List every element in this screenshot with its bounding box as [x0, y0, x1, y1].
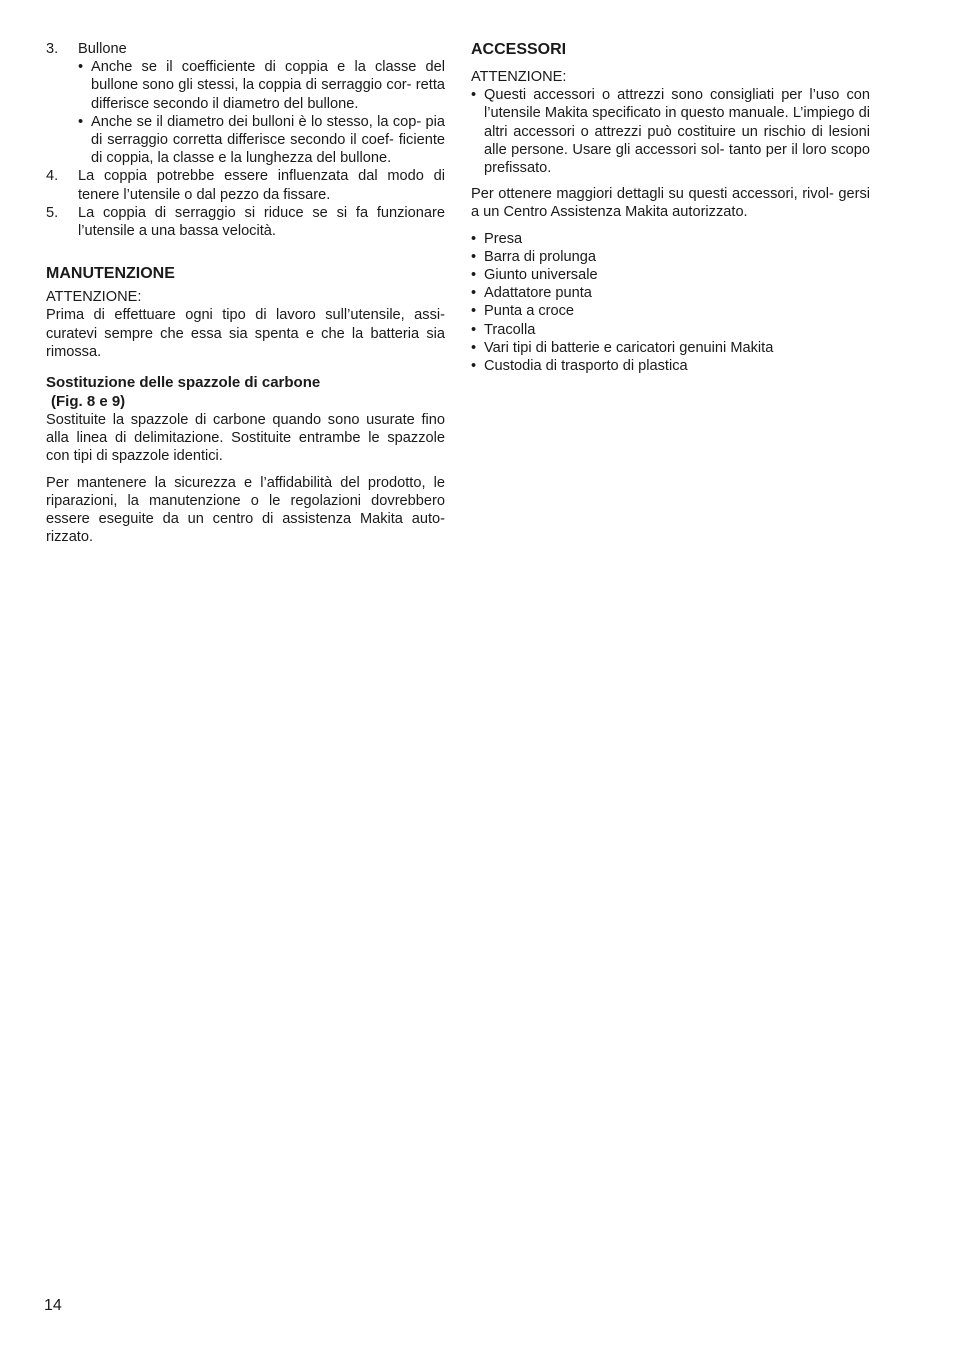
list-item — [471, 230, 870, 248]
accessory-name: Custodia di trasporto di plastica — [484, 358, 688, 375]
caution-label: ATTENZIONE: — [46, 289, 142, 306]
list-number: 4. — [46, 168, 59, 185]
list-number: 5. — [46, 204, 59, 221]
bullet-icon: • — [471, 358, 477, 375]
list-item-title: Bullone — [78, 41, 127, 57]
left-column — [46, 40, 445, 546]
bullet-icon: • — [471, 303, 477, 320]
list-item — [471, 284, 870, 302]
brush-heading: Sostituzione delle spazzole di carbone — [46, 374, 321, 392]
caution-text: Prima di effettuare ogni tipo di lavoro sull’utensile, assi- curatevi sempre che essa sia spenta e che la batteria sia rimossa. — [46, 307, 445, 360]
accessory-name: Adattatore punta — [484, 285, 592, 302]
list-item-4 — [46, 167, 445, 203]
bullet-item — [78, 58, 445, 113]
list-item — [471, 357, 870, 375]
page-number: 14 — [44, 1297, 62, 1314]
accessory-name: Punta a croce — [484, 303, 575, 320]
bullet-text: Anche se il coefficiente di coppia e la classe del bullone sono gli stessi, la coppia di serraggio cor- retta differisce secondo il diametro del bullone. — [91, 59, 445, 112]
list-item — [471, 248, 870, 266]
bullet-icon: • — [471, 321, 477, 338]
accessory-name: Presa — [484, 230, 523, 247]
accessory-name: Tracolla — [484, 321, 536, 338]
bullet-icon: • — [471, 248, 477, 265]
safety-text: Per mantenere la sicurezza e l’affidabilità del prodotto, le riparazioni, la manutenzione o le regolazioni dovrebbero essere eseguite da un centro di assistenza Makita auto- rizzato. — [46, 474, 445, 546]
bullet-icon: • — [471, 230, 477, 247]
brush-figure-ref: (Fig. 8 e 9) — [51, 393, 126, 411]
bullet-icon: • — [471, 267, 477, 284]
bullet-icon: • — [471, 339, 477, 356]
bullet-icon: • — [471, 87, 477, 104]
list-item-text: La coppia di serraggio si riduce se si fa funzionare l’utensile a una bassa velocità. — [78, 204, 445, 240]
right-column — [471, 40, 870, 375]
list-item — [471, 302, 870, 320]
bullet-icon: • — [471, 285, 477, 302]
info-text: Per ottenere maggiori dettagli su questi accessori, rivol- gersi a un Centro Assistenza Makita autorizzato. — [471, 186, 870, 221]
bullet-item — [471, 86, 870, 177]
list-item — [471, 321, 870, 339]
accessory-name: Giunto universale — [484, 267, 598, 284]
accessories-heading: ACCESSORI — [471, 41, 567, 58]
bullet-icon: • — [78, 59, 84, 76]
list-item-5 — [46, 204, 445, 240]
brush-text: Sostituite la spazzole di carbone quando sono usurate fino alla linea di delimitazione. Sostituite entrambe le spazzole con tipi di spazzole identici. — [46, 412, 445, 465]
bullet-icon: • — [78, 113, 84, 130]
list-item — [471, 266, 870, 284]
bullet-text: Anche se il diametro dei bulloni è lo stesso, la cop- pia di serraggio corretta differisce secondo il coef- ficiente di coppia, la classe e la lunghezza del bullone. — [91, 113, 445, 167]
accessory-name: Barra di prolunga — [484, 248, 596, 265]
accessory-name: Vari tipi di batterie e caricatori genuini Makita — [484, 339, 774, 356]
caution-label: ATTENZIONE: — [471, 69, 567, 85]
bullet-item — [78, 113, 445, 168]
accessories-list — [471, 230, 870, 376]
list-number: 3. — [46, 41, 59, 57]
caution-text: Questi accessori o attrezzi sono consigliati per l’uso con l’utensile Makita specificato in questo manuale. L’impiego di altri accessori o attrezzi può costituire un rischio di lesioni alle persone. Usare gli accessori sol- tanto per il loro scopo prefissato. — [484, 87, 870, 177]
maintenance-heading: MANUTENZIONE — [46, 265, 175, 283]
list-item-3 — [46, 40, 445, 167]
list-item-text: La coppia potrebbe essere influenzata dal modo di tenere l’utensile o dal pezzo da fissare. — [78, 168, 445, 203]
list-item — [471, 339, 870, 357]
